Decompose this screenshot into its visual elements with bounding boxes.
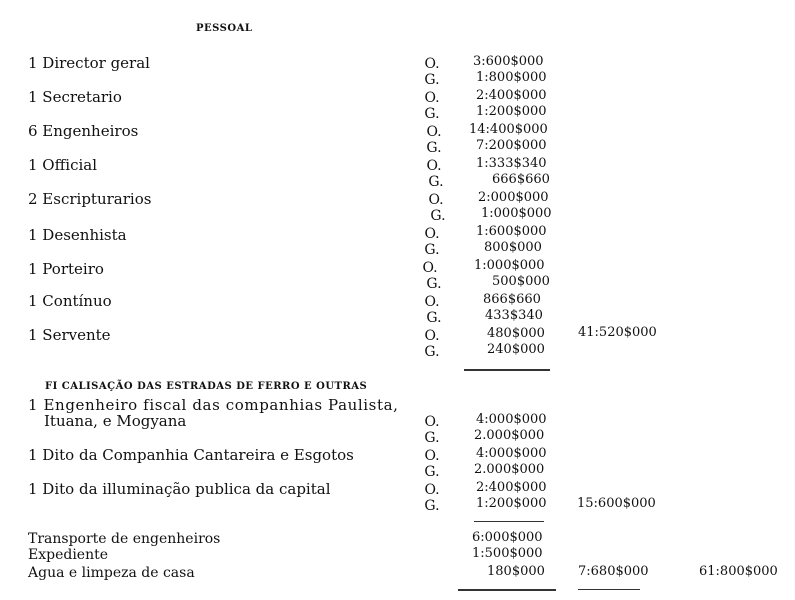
total-rule xyxy=(578,589,640,590)
item-label: 2 Escripturarios xyxy=(28,190,152,208)
o-amount: 2:000$000 xyxy=(478,190,549,205)
transporte-subtotal: 7:680$000 xyxy=(578,564,649,579)
subtotal-rule xyxy=(474,521,544,522)
o-amount: 4:000$000 xyxy=(476,412,547,427)
g-amount: 1:000$000 xyxy=(481,206,552,221)
g-amount: 800$000 xyxy=(484,240,542,255)
o-marker: O. xyxy=(424,414,440,430)
g-marker: G. xyxy=(426,310,442,326)
o-marker: O. xyxy=(422,260,438,276)
o-amount: 4:000$000 xyxy=(476,446,547,461)
o-marker: O. xyxy=(428,192,444,208)
subtotal-rule xyxy=(464,369,550,371)
o-marker: O. xyxy=(426,158,442,174)
fiscal-subtotal: 15:600$000 xyxy=(577,496,656,511)
item-label-continued: Ituana, e Mogyana xyxy=(44,412,187,430)
g-marker: G. xyxy=(424,106,440,122)
section-title-pessoal: PESSOAL xyxy=(196,23,253,34)
o-amount: 3:600$000 xyxy=(473,54,544,69)
total-rule xyxy=(458,589,556,591)
o-amount: 1:000$000 xyxy=(474,258,545,273)
pessoal-subtotal: 41:520$000 xyxy=(578,325,657,340)
g-marker: G. xyxy=(424,242,440,258)
item-label: 1 Official xyxy=(28,156,98,174)
g-amount: 2.000$000 xyxy=(474,462,545,477)
g-marker: G. xyxy=(424,344,440,360)
o-amount: 866$660 xyxy=(483,292,541,307)
g-marker: G. xyxy=(424,430,440,446)
o-amount: 2:400$000 xyxy=(476,88,547,103)
expense-label: Transporte de engenheiros xyxy=(28,531,221,547)
o-marker: O. xyxy=(424,482,440,498)
section-title-fiscalisacao: FI CALISAÇÃO DAS ESTRADAS DE FERRO E OUTRAS xyxy=(45,381,368,392)
item-label: 6 Engenheiros xyxy=(28,122,139,140)
expense-label: Expediente xyxy=(28,547,109,563)
g-marker: G. xyxy=(424,498,440,514)
g-marker: G. xyxy=(428,174,444,190)
expense-amount: 1:500$000 xyxy=(472,546,543,561)
g-amount: 1:800$000 xyxy=(476,70,547,85)
o-amount: 2:400$000 xyxy=(476,480,547,495)
g-marker: G. xyxy=(424,72,440,88)
g-marker: G. xyxy=(424,464,440,480)
item-label: 1 Servente xyxy=(28,326,111,344)
expense-label: Agua e limpeza de casa xyxy=(28,565,195,581)
g-amount: 240$000 xyxy=(487,342,545,357)
o-marker: O. xyxy=(424,226,440,242)
item-label: 1 Dito da Companhia Cantareira e Esgotos xyxy=(28,446,354,464)
expense-amount: 6:000$000 xyxy=(472,530,543,545)
item-label: 1 Contínuo xyxy=(28,292,112,310)
o-amount: 1:600$000 xyxy=(476,224,547,239)
o-marker: O. xyxy=(426,124,442,140)
g-amount: 2.000$000 xyxy=(474,428,545,443)
g-marker: G. xyxy=(426,140,442,156)
g-marker: G. xyxy=(426,276,442,292)
item-label: 1 Desenhista xyxy=(28,226,127,244)
g-amount: 500$000 xyxy=(492,274,550,289)
o-marker: O. xyxy=(424,294,440,310)
item-label: 1 Secretario xyxy=(28,88,122,106)
item-label: 1 Engenheiro fiscal das companhias Paulista, xyxy=(28,396,399,414)
o-amount: 14:400$000 xyxy=(469,122,548,137)
o-amount: 480$000 xyxy=(487,326,545,341)
g-amount: 1:200$000 xyxy=(476,496,547,511)
g-marker: G. xyxy=(430,208,446,224)
item-label: 1 Dito da illuminação publica da capital xyxy=(28,480,331,498)
g-amount: 1:200$000 xyxy=(476,104,547,119)
o-marker: O. xyxy=(424,90,440,106)
g-amount: 666$660 xyxy=(492,172,550,187)
expense-amount: 180$000 xyxy=(487,564,545,579)
grand-total: 61:800$000 xyxy=(699,564,778,579)
o-marker: O. xyxy=(424,448,440,464)
o-marker: O. xyxy=(424,56,440,72)
o-marker: O. xyxy=(424,328,440,344)
item-label: 1 Director geral xyxy=(28,54,150,72)
o-amount: 1:333$340 xyxy=(476,156,547,171)
item-label: 1 Porteiro xyxy=(28,260,104,278)
g-amount: 433$340 xyxy=(485,308,543,323)
g-amount: 7:200$000 xyxy=(476,138,547,153)
